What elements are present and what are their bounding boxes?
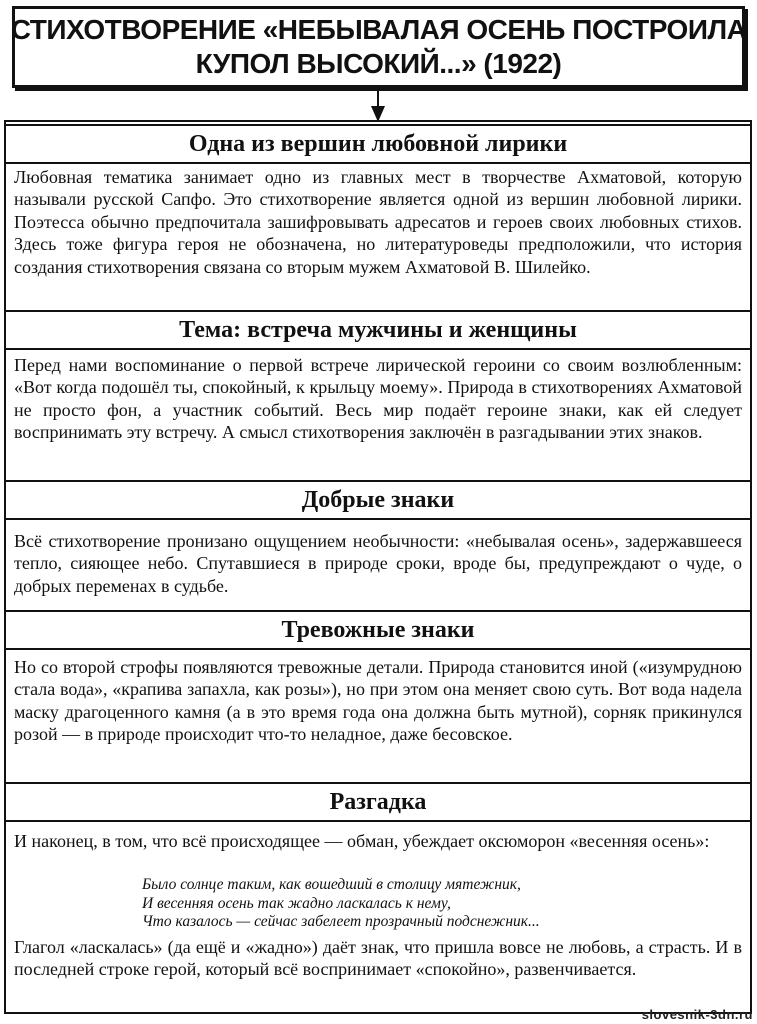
section-text-good-signs: Всё стихотворение пронизано ощущением необычности: «небывалая осень», задержавшееся тепло, сияющее небо. Спутавшиеся в природе сроки, вроде бы, предупреждают о чуде, о добрых переменах в судьбе. xyxy=(14,531,742,596)
section-text-solution-intro: И наконец, в том, что всё происходящее — обман, убеждает оксюморон «весенняя осень»: xyxy=(14,831,710,851)
section-text-solution-conclusion: Глагол «ласкалась» (да ещё и «жадно») даёт знак, что пришла вовсе не любовь, а страсть. И в последней строке герой, который всё воспринимает «спокойно», развенчивается. xyxy=(14,937,742,980)
title-box xyxy=(12,6,745,88)
section-text-theme: Перед нами воспоминание о первой встрече лирической героини со своим возлюбленным: «Вот когда подошёл ты, спокойный, к крыльцу моему». Природа в стихотворениях Ахматовой не просто фон, а участник событий. Весь мир подаёт героине знаки, как ей следует воспринимать эту встречу. А смысл стихотворения заключён в разгадывании этих знаков. xyxy=(14,355,742,443)
section-heading-theme: Тема: встреча мужчины и женщины xyxy=(4,310,752,350)
page-title-line-2: КУПОЛ ВЫСОКИЙ...» (1922) xyxy=(195,48,562,79)
section-text-alarming-signs: Но со второй строфы появляются тревожные детали. Природа становится иной («изумрудною стала вода», «крапива запахла, как розы»), но при этом она меняет свою суть. Вот вода надела маску драгоценного камня (а в это время года она должна быть мутной), сорняк прикинулся розой — в природе происходит что-то неладное, даже бесовское. xyxy=(14,657,742,745)
section-heading-good-signs: Добрые знаки xyxy=(4,480,752,520)
poem-quote-line-2: И весенняя осень так жадно ласкалась к нему, xyxy=(142,894,451,912)
poem-quote xyxy=(142,876,540,932)
poem-quote-line-1: Было солнце таким, как вошедший в столицу мятежник, xyxy=(142,876,521,893)
section-heading-love-lyrics: Одна из вершин любовной лирики xyxy=(4,124,752,164)
watermark: slovesnik-3dn.ru xyxy=(641,1007,753,1022)
section-heading-alarming-signs: Тревожные знаки xyxy=(4,610,752,650)
poem-quote-line-3: Что казалось — сейчас забелеет прозрачный подснежник... xyxy=(142,913,540,930)
down-arrow-icon xyxy=(368,88,388,122)
section-heading-solution: Разгадка xyxy=(4,782,752,822)
page-title-line-1: СТИХОТВОРЕНИЕ «НЕБЫВАЛАЯ ОСЕНЬ ПОСТРОИЛА xyxy=(10,14,747,45)
section-text-love-lyrics: Любовная тематика занимает одно из главных мест в творчестве Ахматовой, которую называли русской Сапфо. Это стихотворение является одной из вершин любовной лирики. Поэтесса обычно предпочитала зашифровывать адресатов и героев своих любовных стихов. Здесь тоже фигура героя не обозначена, но литературоведы предположили, что история создания стихотворения связана со вторым мужем Ахматовой В. Шилейко. xyxy=(14,167,742,277)
